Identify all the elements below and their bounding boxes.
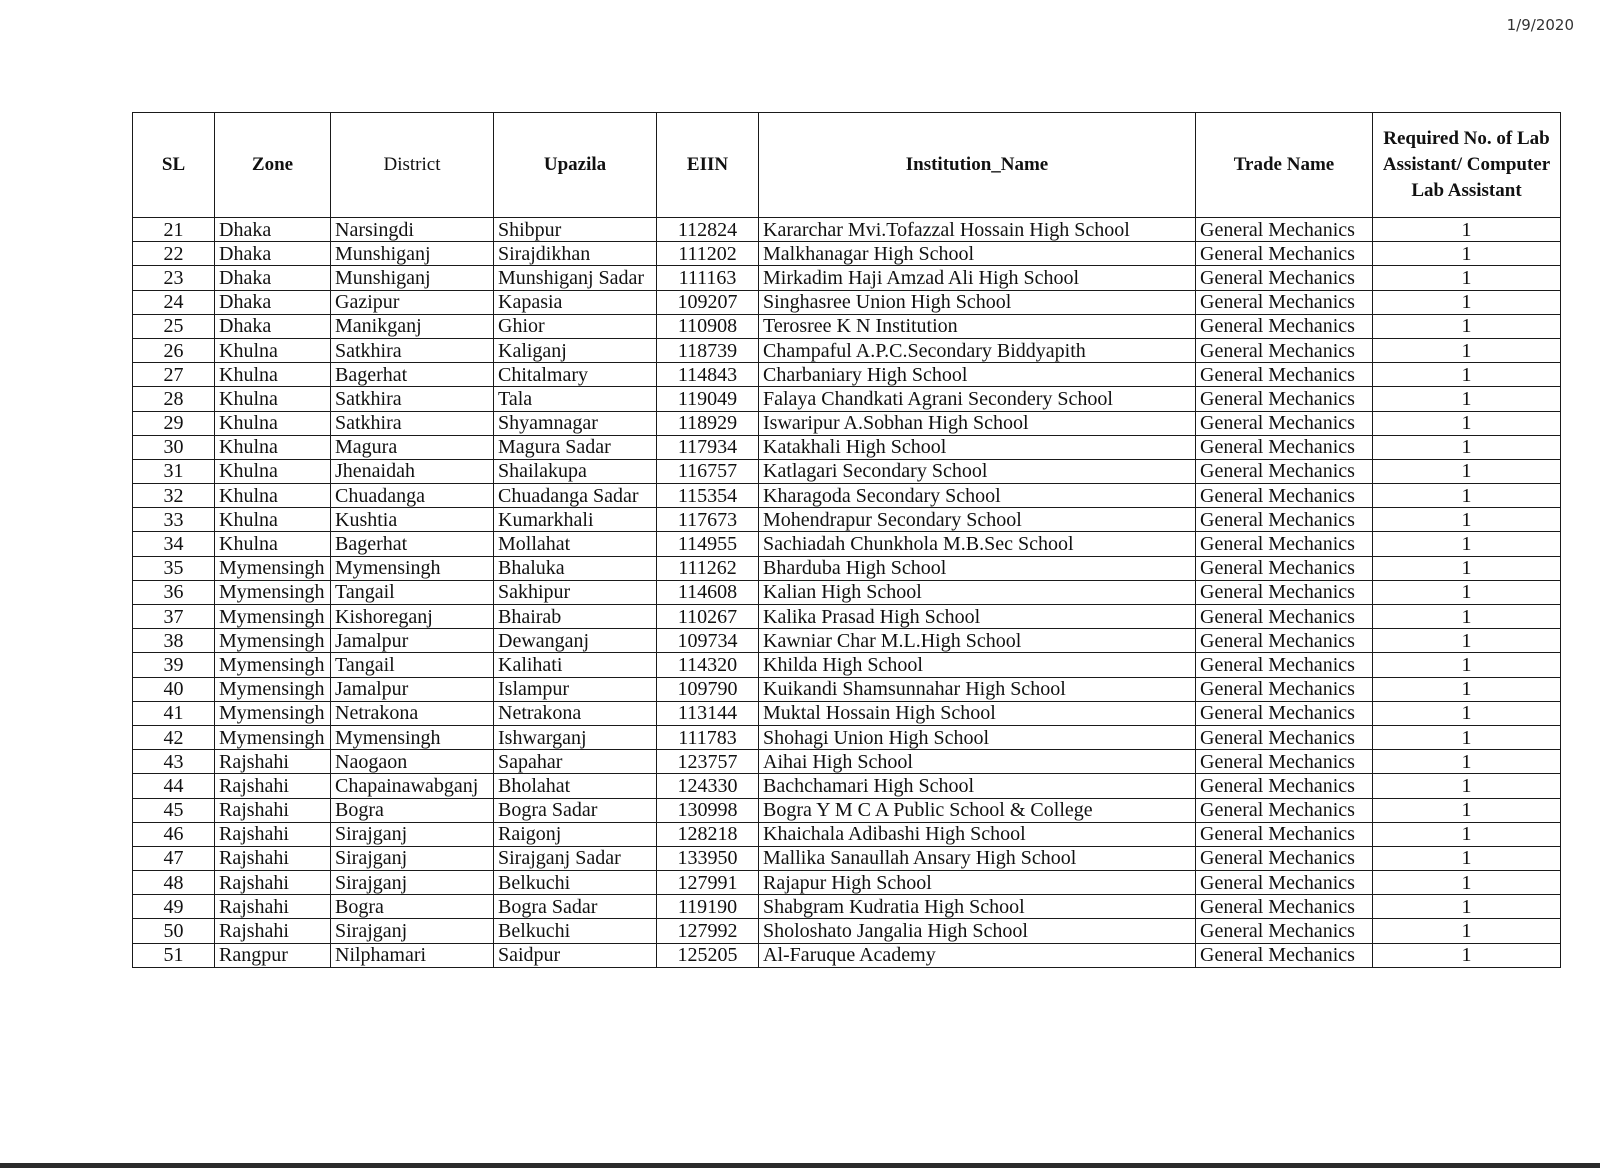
cell-district: Chuadanga <box>331 484 494 508</box>
cell-institution-name: Kharagoda Secondary School <box>759 484 1196 508</box>
cell-institution-name: Kawniar Char M.L.High School <box>759 629 1196 653</box>
cell-upazila: Shailakupa <box>494 459 657 483</box>
cell-required-count: 1 <box>1373 798 1561 822</box>
cell-trade-name: General Mechanics <box>1196 701 1373 725</box>
cell-required-count: 1 <box>1373 290 1561 314</box>
cell-zone: Khulna <box>215 532 331 556</box>
cell-institution-name: Shabgram Kudratia High School <box>759 895 1196 919</box>
cell-sl: 40 <box>133 677 215 701</box>
cell-zone: Mymensingh <box>215 580 331 604</box>
cell-upazila: Bholahat <box>494 774 657 798</box>
cell-upazila: Shyamnagar <box>494 411 657 435</box>
cell-district: Satkhira <box>331 387 494 411</box>
cell-eiin: 109734 <box>657 629 759 653</box>
cell-trade-name: General Mechanics <box>1196 556 1373 580</box>
cell-zone: Mymensingh <box>215 653 331 677</box>
cell-institution-name: Kuikandi Shamsunnahar High School <box>759 677 1196 701</box>
cell-eiin: 130998 <box>657 798 759 822</box>
cell-zone: Khulna <box>215 387 331 411</box>
cell-eiin: 110908 <box>657 314 759 338</box>
cell-sl: 37 <box>133 605 215 629</box>
lab-assistant-table <box>132 112 1561 968</box>
cell-zone: Mymensingh <box>215 629 331 653</box>
cell-district: Jhenaidah <box>331 459 494 483</box>
cell-required-count: 1 <box>1373 508 1561 532</box>
col-header-eiin: EIIN <box>657 113 759 218</box>
cell-zone: Khulna <box>215 338 331 362</box>
cell-upazila: Dewanganj <box>494 629 657 653</box>
table-row <box>133 919 1561 943</box>
cell-district: Manikganj <box>331 314 494 338</box>
cell-sl: 31 <box>133 459 215 483</box>
cell-eiin: 118739 <box>657 338 759 362</box>
cell-zone: Khulna <box>215 484 331 508</box>
cell-upazila: Kapasia <box>494 290 657 314</box>
cell-institution-name: Charbaniary High School <box>759 363 1196 387</box>
cell-district: Narsingdi <box>331 218 494 242</box>
cell-required-count: 1 <box>1373 919 1561 943</box>
cell-sl: 43 <box>133 750 215 774</box>
cell-trade-name: General Mechanics <box>1196 774 1373 798</box>
col-header-sl: SL <box>133 113 215 218</box>
cell-required-count: 1 <box>1373 653 1561 677</box>
table-row <box>133 556 1561 580</box>
cell-eiin: 125205 <box>657 943 759 967</box>
cell-upazila: Sakhipur <box>494 580 657 604</box>
cell-required-count: 1 <box>1373 556 1561 580</box>
header-row <box>133 113 1561 218</box>
col-header-institution-name: Institution_Name <box>759 113 1196 218</box>
table-row <box>133 363 1561 387</box>
cell-trade-name: General Mechanics <box>1196 387 1373 411</box>
cell-institution-name: Singhasree Union High School <box>759 290 1196 314</box>
cell-required-count: 1 <box>1373 846 1561 870</box>
cell-district: Kushtia <box>331 508 494 532</box>
cell-eiin: 111202 <box>657 242 759 266</box>
cell-zone: Dhaka <box>215 218 331 242</box>
cell-sl: 29 <box>133 411 215 435</box>
cell-district: Jamalpur <box>331 677 494 701</box>
cell-required-count: 1 <box>1373 580 1561 604</box>
cell-district: Satkhira <box>331 411 494 435</box>
cell-eiin: 127991 <box>657 871 759 895</box>
table-header <box>133 113 1561 218</box>
cell-required-count: 1 <box>1373 218 1561 242</box>
cell-trade-name: General Mechanics <box>1196 218 1373 242</box>
cell-sl: 30 <box>133 435 215 459</box>
cell-institution-name: Aihai High School <box>759 750 1196 774</box>
cell-upazila: Sirajganj Sadar <box>494 846 657 870</box>
cell-upazila: Magura Sadar <box>494 435 657 459</box>
cell-zone: Dhaka <box>215 290 331 314</box>
cell-trade-name: General Mechanics <box>1196 798 1373 822</box>
table-row <box>133 629 1561 653</box>
table-row <box>133 314 1561 338</box>
cell-district: Jamalpur <box>331 629 494 653</box>
cell-institution-name: Kararchar Mvi.Tofazzal Hossain High School <box>759 218 1196 242</box>
cell-required-count: 1 <box>1373 750 1561 774</box>
cell-trade-name: General Mechanics <box>1196 943 1373 967</box>
table-row <box>133 435 1561 459</box>
cell-required-count: 1 <box>1373 459 1561 483</box>
cell-required-count: 1 <box>1373 774 1561 798</box>
cell-institution-name: Muktal Hossain High School <box>759 701 1196 725</box>
cell-trade-name: General Mechanics <box>1196 484 1373 508</box>
cell-institution-name: Katlagari Secondary School <box>759 459 1196 483</box>
col-header-trade-name: Trade Name <box>1196 113 1373 218</box>
table-container <box>132 112 1561 968</box>
cell-required-count: 1 <box>1373 943 1561 967</box>
table-row <box>133 218 1561 242</box>
cell-institution-name: Sachiadah Chunkhola M.B.Sec School <box>759 532 1196 556</box>
cell-upazila: Kumarkhali <box>494 508 657 532</box>
cell-district: Chapainawabganj <box>331 774 494 798</box>
cell-institution-name: Kalika Prasad High School <box>759 605 1196 629</box>
cell-upazila: Munshiganj Sadar <box>494 266 657 290</box>
cell-eiin: 111163 <box>657 266 759 290</box>
table-row <box>133 798 1561 822</box>
cell-trade-name: General Mechanics <box>1196 895 1373 919</box>
cell-zone: Rajshahi <box>215 774 331 798</box>
cell-required-count: 1 <box>1373 266 1561 290</box>
cell-trade-name: General Mechanics <box>1196 508 1373 532</box>
cell-district: Munshiganj <box>331 242 494 266</box>
cell-eiin: 124330 <box>657 774 759 798</box>
cell-sl: 42 <box>133 725 215 749</box>
table-row <box>133 750 1561 774</box>
cell-sl: 33 <box>133 508 215 532</box>
cell-trade-name: General Mechanics <box>1196 338 1373 362</box>
table-row <box>133 943 1561 967</box>
cell-required-count: 1 <box>1373 242 1561 266</box>
cell-sl: 35 <box>133 556 215 580</box>
cell-sl: 45 <box>133 798 215 822</box>
cell-sl: 46 <box>133 822 215 846</box>
cell-district: Netrakona <box>331 701 494 725</box>
cell-upazila: Saidpur <box>494 943 657 967</box>
cell-required-count: 1 <box>1373 701 1561 725</box>
cell-institution-name: Falaya Chandkati Agrani Secondery School <box>759 387 1196 411</box>
cell-upazila: Chuadanga Sadar <box>494 484 657 508</box>
cell-required-count: 1 <box>1373 314 1561 338</box>
cell-institution-name: Mohendrapur Secondary School <box>759 508 1196 532</box>
cell-trade-name: General Mechanics <box>1196 871 1373 895</box>
cell-institution-name: Katakhali High School <box>759 435 1196 459</box>
col-header-district: District <box>331 113 494 218</box>
cell-eiin: 110267 <box>657 605 759 629</box>
cell-zone: Mymensingh <box>215 701 331 725</box>
cell-sl: 44 <box>133 774 215 798</box>
cell-zone: Khulna <box>215 435 331 459</box>
cell-sl: 36 <box>133 580 215 604</box>
cell-institution-name: Mallika Sanaullah Ansary High School <box>759 846 1196 870</box>
cell-sl: 50 <box>133 919 215 943</box>
cell-district: Nilphamari <box>331 943 494 967</box>
cell-eiin: 109790 <box>657 677 759 701</box>
cell-institution-name: Rajapur High School <box>759 871 1196 895</box>
cell-upazila: Islampur <box>494 677 657 701</box>
cell-district: Mymensingh <box>331 725 494 749</box>
cell-eiin: 114320 <box>657 653 759 677</box>
table-row <box>133 338 1561 362</box>
cell-sl: 39 <box>133 653 215 677</box>
cell-district: Sirajganj <box>331 846 494 870</box>
cell-zone: Mymensingh <box>215 605 331 629</box>
cell-district: Kishoreganj <box>331 605 494 629</box>
cell-sl: 41 <box>133 701 215 725</box>
cell-upazila: Bogra Sadar <box>494 895 657 919</box>
cell-trade-name: General Mechanics <box>1196 919 1373 943</box>
cell-sl: 26 <box>133 338 215 362</box>
cell-zone: Mymensingh <box>215 725 331 749</box>
cell-upazila: Kaliganj <box>494 338 657 362</box>
cell-trade-name: General Mechanics <box>1196 653 1373 677</box>
cell-district: Bagerhat <box>331 532 494 556</box>
cell-upazila: Sirajdikhan <box>494 242 657 266</box>
cell-trade-name: General Mechanics <box>1196 411 1373 435</box>
cell-eiin: 117934 <box>657 435 759 459</box>
cell-eiin: 114843 <box>657 363 759 387</box>
cell-required-count: 1 <box>1373 677 1561 701</box>
cell-required-count: 1 <box>1373 338 1561 362</box>
cell-zone: Rajshahi <box>215 895 331 919</box>
cell-required-count: 1 <box>1373 822 1561 846</box>
cell-zone: Dhaka <box>215 314 331 338</box>
table-row <box>133 846 1561 870</box>
table-row <box>133 871 1561 895</box>
cell-institution-name: Sholoshato Jangalia High School <box>759 919 1196 943</box>
cell-upazila: Netrakona <box>494 701 657 725</box>
table-row <box>133 508 1561 532</box>
cell-sl: 28 <box>133 387 215 411</box>
cell-zone: Rajshahi <box>215 822 331 846</box>
cell-district: Mymensingh <box>331 556 494 580</box>
cell-trade-name: General Mechanics <box>1196 750 1373 774</box>
cell-upazila: Belkuchi <box>494 871 657 895</box>
cell-eiin: 119190 <box>657 895 759 919</box>
table-row <box>133 387 1561 411</box>
cell-institution-name: Bachchamari High School <box>759 774 1196 798</box>
cell-trade-name: General Mechanics <box>1196 822 1373 846</box>
cell-trade-name: General Mechanics <box>1196 314 1373 338</box>
cell-trade-name: General Mechanics <box>1196 629 1373 653</box>
table-body <box>133 218 1561 968</box>
cell-sl: 32 <box>133 484 215 508</box>
table-row <box>133 822 1561 846</box>
cell-institution-name: Kalian High School <box>759 580 1196 604</box>
cell-upazila: Kalihati <box>494 653 657 677</box>
cell-institution-name: Iswaripur A.Sobhan High School <box>759 411 1196 435</box>
cell-eiin: 114955 <box>657 532 759 556</box>
cell-trade-name: General Mechanics <box>1196 580 1373 604</box>
table-row <box>133 290 1561 314</box>
cell-eiin: 116757 <box>657 459 759 483</box>
cell-trade-name: General Mechanics <box>1196 846 1373 870</box>
cell-required-count: 1 <box>1373 871 1561 895</box>
cell-eiin: 113144 <box>657 701 759 725</box>
cell-sl: 27 <box>133 363 215 387</box>
cell-district: Bogra <box>331 798 494 822</box>
cell-required-count: 1 <box>1373 363 1561 387</box>
cell-zone: Dhaka <box>215 242 331 266</box>
cell-sl: 49 <box>133 895 215 919</box>
cell-upazila: Bogra Sadar <box>494 798 657 822</box>
table-row <box>133 701 1561 725</box>
cell-eiin: 133950 <box>657 846 759 870</box>
cell-eiin: 118929 <box>657 411 759 435</box>
cell-district: Magura <box>331 435 494 459</box>
cell-eiin: 123757 <box>657 750 759 774</box>
cell-institution-name: Khaichala Adibashi High School <box>759 822 1196 846</box>
cell-eiin: 127992 <box>657 919 759 943</box>
cell-trade-name: General Mechanics <box>1196 532 1373 556</box>
cell-eiin: 112824 <box>657 218 759 242</box>
cell-required-count: 1 <box>1373 605 1561 629</box>
cell-district: Satkhira <box>331 338 494 362</box>
page-date: 1/9/2020 <box>1506 16 1574 34</box>
cell-eiin: 115354 <box>657 484 759 508</box>
cell-zone: Rajshahi <box>215 919 331 943</box>
cell-trade-name: General Mechanics <box>1196 725 1373 749</box>
cell-trade-name: General Mechanics <box>1196 290 1373 314</box>
cell-trade-name: General Mechanics <box>1196 266 1373 290</box>
cell-institution-name: Shohagi Union High School <box>759 725 1196 749</box>
cell-zone: Rajshahi <box>215 846 331 870</box>
cell-zone: Rajshahi <box>215 871 331 895</box>
table-row <box>133 459 1561 483</box>
cell-institution-name: Al-Faruque Academy <box>759 943 1196 967</box>
page-bottom-edge <box>0 1163 1600 1168</box>
cell-eiin: 128218 <box>657 822 759 846</box>
cell-zone: Rangpur <box>215 943 331 967</box>
cell-institution-name: Khilda High School <box>759 653 1196 677</box>
cell-sl: 48 <box>133 871 215 895</box>
cell-district: Bagerhat <box>331 363 494 387</box>
cell-trade-name: General Mechanics <box>1196 459 1373 483</box>
table-row <box>133 266 1561 290</box>
cell-district: Tangail <box>331 580 494 604</box>
cell-required-count: 1 <box>1373 725 1561 749</box>
cell-sl: 51 <box>133 943 215 967</box>
table-row <box>133 484 1561 508</box>
cell-trade-name: General Mechanics <box>1196 242 1373 266</box>
cell-district: Sirajganj <box>331 919 494 943</box>
cell-institution-name: Terosree K N Institution <box>759 314 1196 338</box>
cell-upazila: Sapahar <box>494 750 657 774</box>
cell-district: Sirajganj <box>331 871 494 895</box>
table-row <box>133 725 1561 749</box>
cell-institution-name: Bogra Y M C A Public School & College <box>759 798 1196 822</box>
cell-eiin: 114608 <box>657 580 759 604</box>
cell-upazila: Belkuchi <box>494 919 657 943</box>
cell-eiin: 111783 <box>657 725 759 749</box>
cell-zone: Rajshahi <box>215 798 331 822</box>
cell-district: Tangail <box>331 653 494 677</box>
cell-upazila: Ishwarganj <box>494 725 657 749</box>
col-header-upazila: Upazila <box>494 113 657 218</box>
cell-required-count: 1 <box>1373 387 1561 411</box>
cell-sl: 23 <box>133 266 215 290</box>
cell-institution-name: Malkhanagar High School <box>759 242 1196 266</box>
table-row <box>133 411 1561 435</box>
cell-upazila: Shibpur <box>494 218 657 242</box>
cell-upazila: Mollahat <box>494 532 657 556</box>
cell-zone: Mymensingh <box>215 556 331 580</box>
cell-district: Sirajganj <box>331 822 494 846</box>
cell-zone: Khulna <box>215 508 331 532</box>
cell-sl: 34 <box>133 532 215 556</box>
cell-required-count: 1 <box>1373 532 1561 556</box>
cell-district: Bogra <box>331 895 494 919</box>
cell-zone: Khulna <box>215 459 331 483</box>
table-row <box>133 580 1561 604</box>
cell-upazila: Bhaluka <box>494 556 657 580</box>
cell-required-count: 1 <box>1373 484 1561 508</box>
cell-upazila: Raigonj <box>494 822 657 846</box>
cell-zone: Khulna <box>215 363 331 387</box>
cell-sl: 22 <box>133 242 215 266</box>
cell-sl: 47 <box>133 846 215 870</box>
table-row <box>133 532 1561 556</box>
cell-eiin: 117673 <box>657 508 759 532</box>
cell-sl: 38 <box>133 629 215 653</box>
table-row <box>133 605 1561 629</box>
cell-trade-name: General Mechanics <box>1196 605 1373 629</box>
cell-sl: 24 <box>133 290 215 314</box>
cell-required-count: 1 <box>1373 629 1561 653</box>
cell-upazila: Bhairab <box>494 605 657 629</box>
cell-zone: Khulna <box>215 411 331 435</box>
cell-sl: 25 <box>133 314 215 338</box>
cell-institution-name: Champaful A.P.C.Secondary Biddyapith <box>759 338 1196 362</box>
cell-eiin: 111262 <box>657 556 759 580</box>
table-row <box>133 242 1561 266</box>
cell-trade-name: General Mechanics <box>1196 363 1373 387</box>
table-row <box>133 677 1561 701</box>
cell-district: Munshiganj <box>331 266 494 290</box>
cell-upazila: Ghior <box>494 314 657 338</box>
cell-trade-name: General Mechanics <box>1196 435 1373 459</box>
cell-required-count: 1 <box>1373 895 1561 919</box>
cell-sl: 21 <box>133 218 215 242</box>
cell-eiin: 109207 <box>657 290 759 314</box>
col-header-zone: Zone <box>215 113 331 218</box>
cell-upazila: Chitalmary <box>494 363 657 387</box>
cell-zone: Mymensingh <box>215 677 331 701</box>
table-row <box>133 653 1561 677</box>
cell-required-count: 1 <box>1373 411 1561 435</box>
cell-institution-name: Bharduba High School <box>759 556 1196 580</box>
cell-institution-name: Mirkadim Haji Amzad Ali High School <box>759 266 1196 290</box>
cell-district: Gazipur <box>331 290 494 314</box>
cell-required-count: 1 <box>1373 435 1561 459</box>
cell-trade-name: General Mechanics <box>1196 677 1373 701</box>
table-row <box>133 774 1561 798</box>
col-header-required-count: Required No. of Lab Assistant/ Computer Lab Assistant <box>1373 113 1561 218</box>
cell-zone: Dhaka <box>215 266 331 290</box>
cell-upazila: Tala <box>494 387 657 411</box>
table-row <box>133 895 1561 919</box>
cell-zone: Rajshahi <box>215 750 331 774</box>
cell-eiin: 119049 <box>657 387 759 411</box>
cell-district: Naogaon <box>331 750 494 774</box>
